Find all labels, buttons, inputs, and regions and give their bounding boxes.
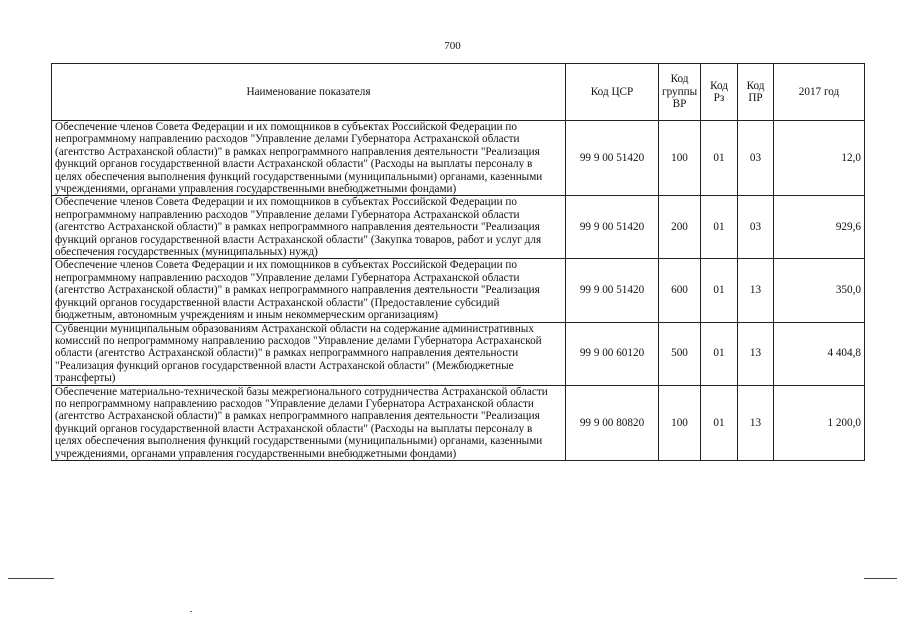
- row-pr: 03: [738, 121, 774, 196]
- header-csr: Код ЦСР: [566, 64, 659, 121]
- row-name: Обеспечение материально-технической базы межрегионального сотрудничества Астраханской области по непрограммному направлению расходов "Управление делами Губернатора Астраханской области (агентство Астраханской области)" в рамках непрограммного направления деятельности "Реализация функций органов государственной власти Астраханской области" (Расходы на выплаты персоналу в целях обеспечения выполнения функций государственными (муниципальными) органами, казенными учреждениями, органами управления государственными внебюджетными фондами): [52, 385, 566, 460]
- row-csr: 99 9 00 51420: [566, 259, 659, 322]
- row-name: Субвенции муниципальным образованиям Астраханской области на содержание административных комиссий по непрограммному направлению расходов "Управление делами Губернатора Астраханской области (агентство Астраханской области)" в рамках непрограммного направления деятельности "Реализация функций органов государственной власти Астраханской области" (Межбюджетные трансферты): [52, 322, 566, 385]
- row-pr: 13: [738, 322, 774, 385]
- row-vr: 100: [659, 385, 701, 460]
- row-rz: 01: [701, 259, 738, 322]
- header-pr: Код ПР: [738, 64, 774, 121]
- row-vr: 200: [659, 196, 701, 259]
- header-year: 2017 год: [774, 64, 865, 121]
- row-amount: 12,0: [774, 121, 865, 196]
- scan-line-left: [8, 578, 54, 579]
- row-name: Обеспечение членов Совета Федерации и их помощников в субъектах Российской Федерации по непрограммному направлению расходов "Управление делами Губернатора Астраханской области (агентство Астраханской области)" в рамках непрограммного направления деятельности "Реализация функций органов государственной власти Астраханской области" (Предоставление субсидий бюджетным, автономным учреждениям и иным некоммерческим организациям): [52, 259, 566, 322]
- budget-table: [51, 63, 865, 461]
- table-row: [52, 259, 865, 322]
- row-csr: 99 9 00 51420: [566, 196, 659, 259]
- row-rz: 01: [701, 385, 738, 460]
- row-amount: 1 200,0: [774, 385, 865, 460]
- row-rz: 01: [701, 121, 738, 196]
- row-name: Обеспечение членов Совета Федерации и их помощников в субъектах Российской Федерации по непрограммному направлению расходов "Управление делами Губернатора Астраханской области (агентство Астраханской области)" в рамках непрограммного направления деятельности "Реализация функций органов государственной власти Астраханской области" (Расходы на выплаты персоналу в целях обеспечения выполнения функций государственными (муниципальными) органами, казенными учреждениями, органами управления государственными внебюджетными фондами): [52, 121, 566, 196]
- row-rz: 01: [701, 322, 738, 385]
- row-pr: 13: [738, 385, 774, 460]
- row-name: Обеспечение членов Совета Федерации и их помощников в субъектах Российской Федерации по непрограммному направлению расходов "Управление делами Губернатора Астраханской области (агентство Астраханской области)" в рамках непрограммного направления деятельности "Реализация функций органов государственной власти Астраханской области" (Закупка товаров, работ и услуг для обеспечения государственных (муниципальных) нужд): [52, 196, 566, 259]
- table-header-row: [52, 64, 865, 121]
- row-vr: 500: [659, 322, 701, 385]
- row-vr: 600: [659, 259, 701, 322]
- header-vr: Код группы ВР: [659, 64, 701, 121]
- table-row: [52, 322, 865, 385]
- row-amount: 350,0: [774, 259, 865, 322]
- row-csr: 99 9 00 60120: [566, 322, 659, 385]
- table-row: [52, 121, 865, 196]
- page-number: 700: [444, 40, 461, 52]
- table-row: [52, 196, 865, 259]
- row-amount: 4 404,8: [774, 322, 865, 385]
- row-pr: 03: [738, 196, 774, 259]
- row-csr: 99 9 00 80820: [566, 385, 659, 460]
- table-row: [52, 385, 865, 460]
- header-rz: Код Рз: [701, 64, 738, 121]
- scan-speck: [190, 611, 192, 612]
- row-amount: 929,6: [774, 196, 865, 259]
- scan-line-right: [864, 578, 897, 579]
- row-vr: 100: [659, 121, 701, 196]
- row-pr: 13: [738, 259, 774, 322]
- row-rz: 01: [701, 196, 738, 259]
- header-name: Наименование показателя: [52, 64, 566, 121]
- row-csr: 99 9 00 51420: [566, 121, 659, 196]
